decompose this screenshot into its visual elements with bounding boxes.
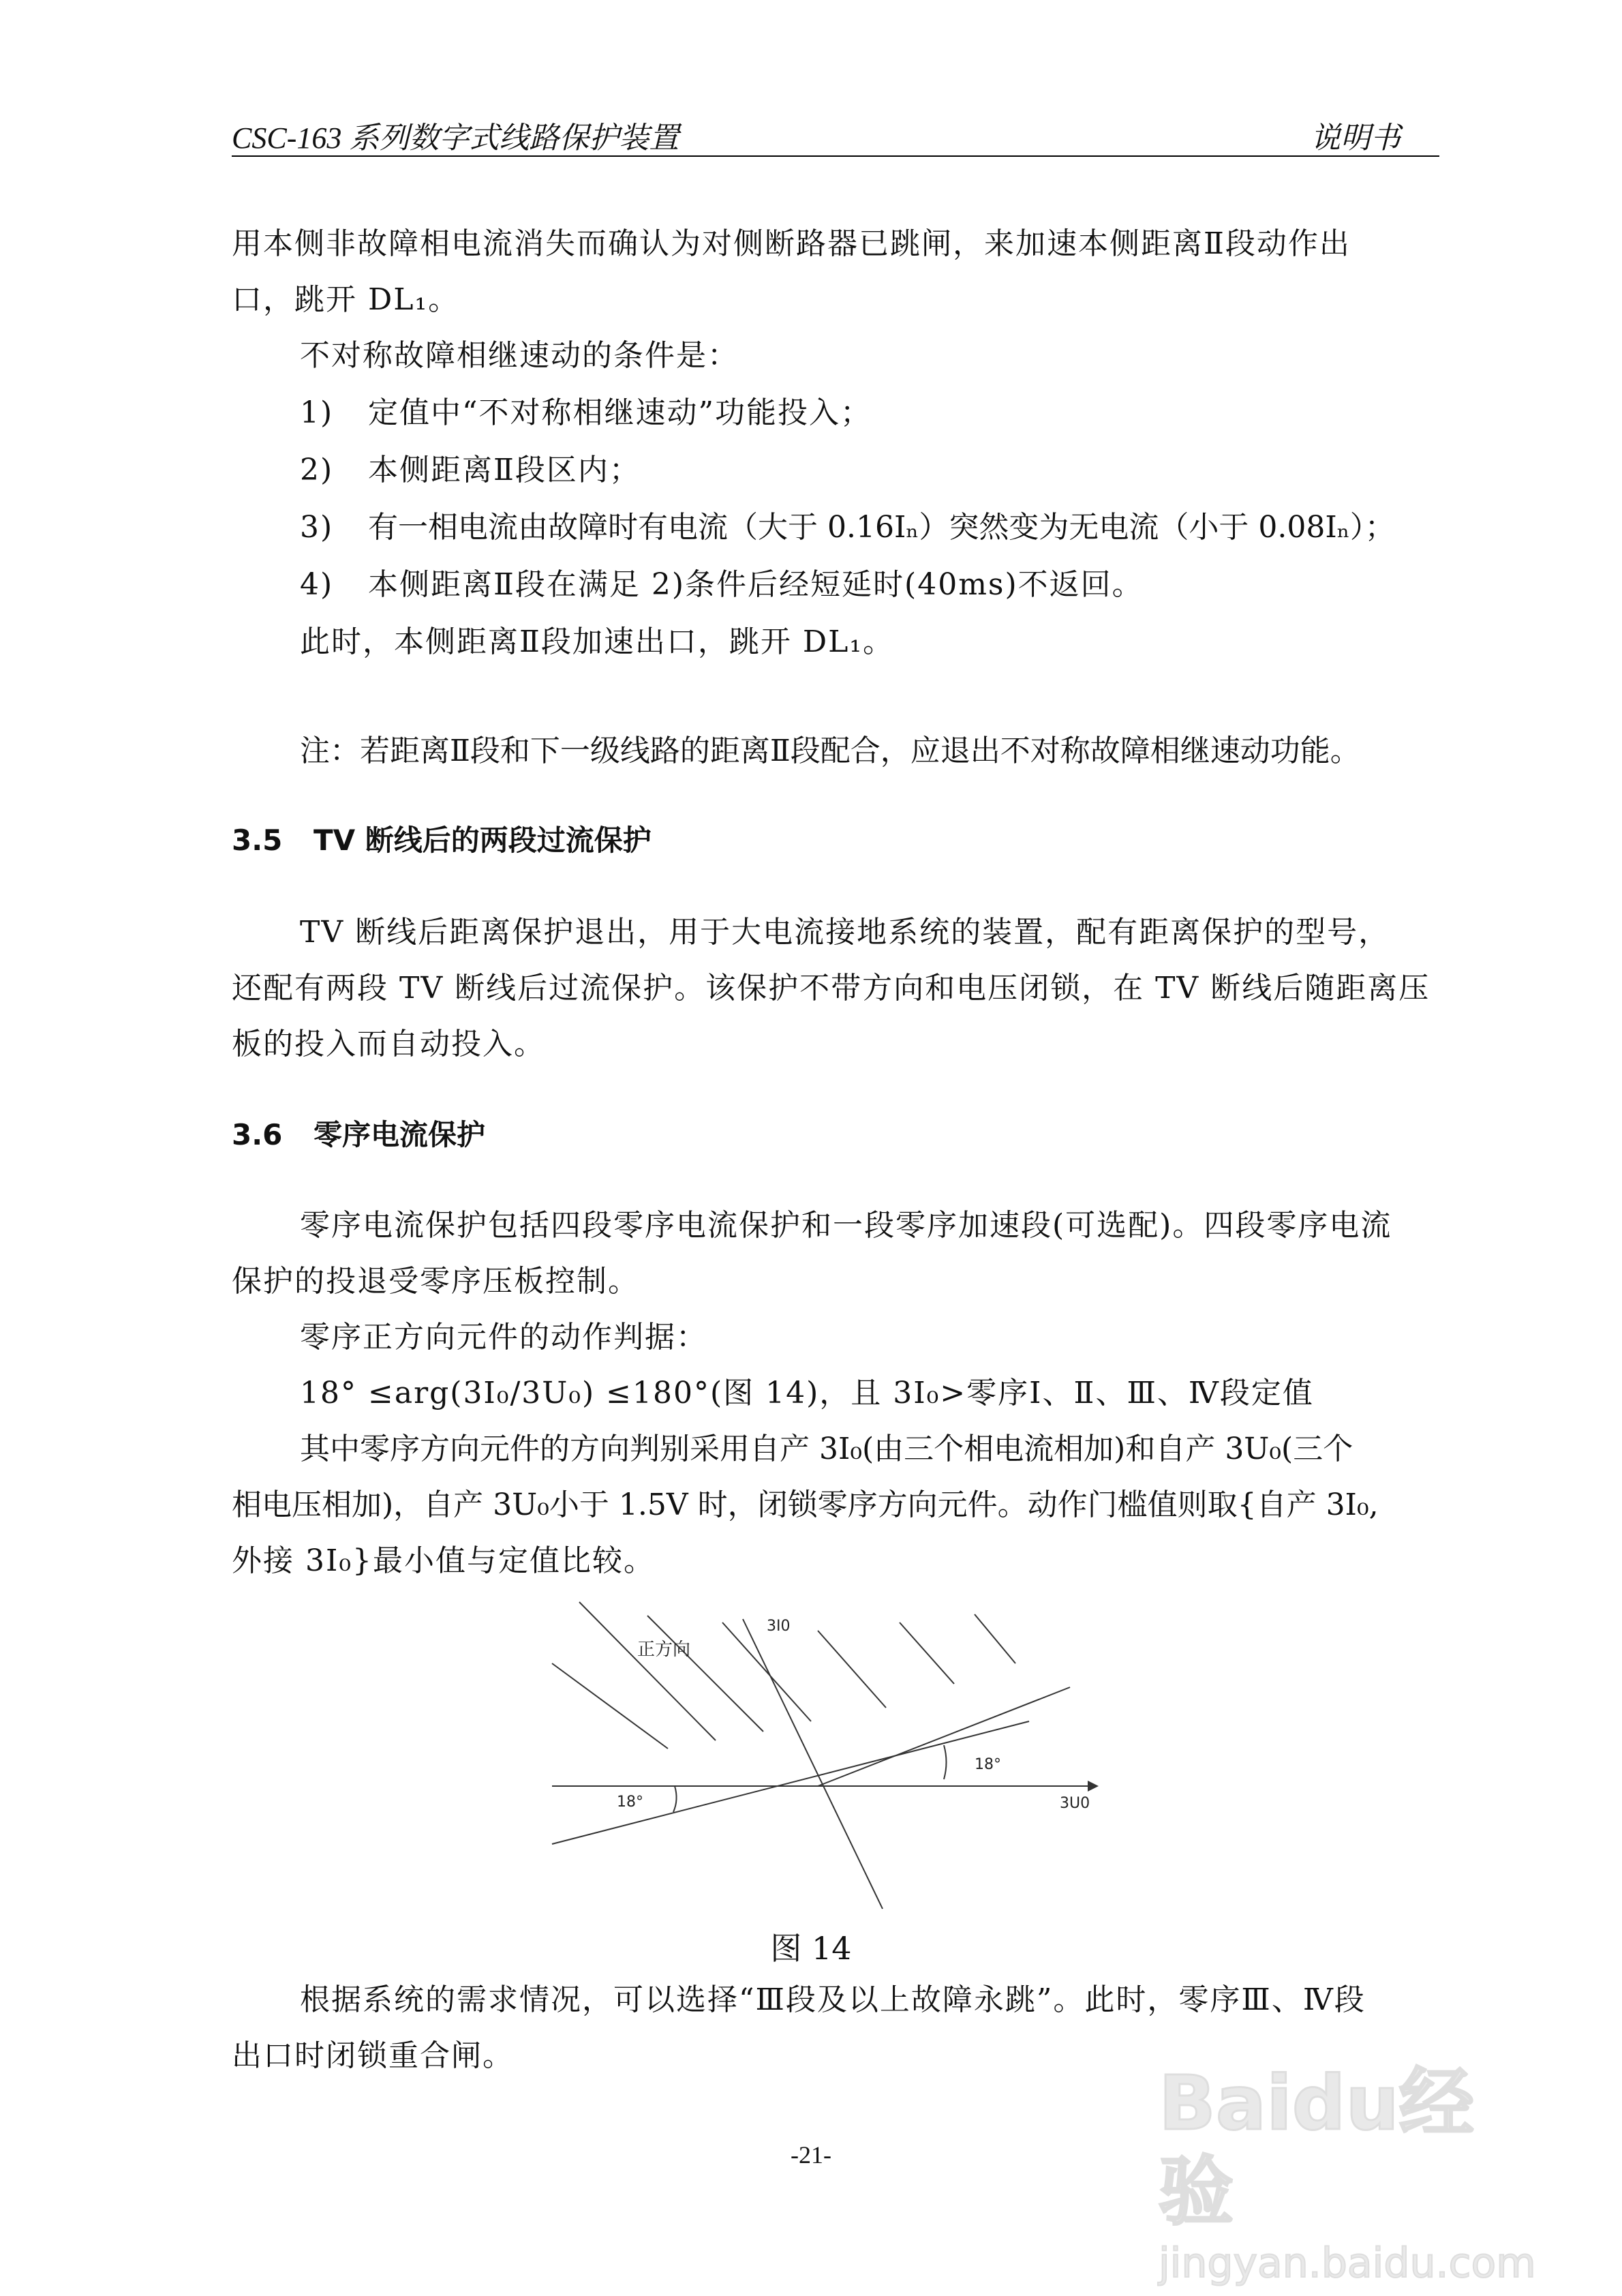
axis-3u0-arrowhead [1088,1781,1099,1792]
list-text: 本侧距离Ⅱ段区内； [368,453,641,487]
hatch-line [552,1663,668,1749]
paragraph-line: 其中零序方向元件的方向判别采用自产 3I₀(由三个相电流相加)和自产 3U₀(三个 [300,1432,1353,1466]
note: 注：若距离Ⅱ段和下一级线路的距离Ⅱ段配合，应退出不对称故障相继速动功能。 [300,734,1360,768]
list-number: 3) [300,510,334,545]
paragraph-line: 板的投入而自动投入。 [232,1027,545,1061]
section-title: TV 断线后的两段过流保护 [313,824,652,857]
formula-line: 18° ≤arg(3I₀/3U₀) ≤180°(图 14)，且 3I₀>零序Ⅰ、Ⅱ、Ⅲ、Ⅳ段定值 [300,1376,1314,1410]
watermark [1159,2059,1536,2287]
paragraph-line: 还配有两段 TV 断线后过流保护。该保护不带方向和电压闭锁，在 TV 断线后随距离压 [232,971,1430,1006]
hatch-line [818,1631,886,1708]
section-title: 零序电流保护 [313,1118,486,1151]
hatch-line [900,1622,954,1684]
hatch-line [722,1622,811,1721]
label-forward: 正方向 [637,1640,691,1660]
list-number: 4) [300,567,334,602]
hatch-line [647,1616,763,1732]
paragraph-line: 出口时闭锁重合闸。 [232,2038,514,2073]
header-title: CSC-163 系列数字式线路保护装置 [232,121,679,155]
paragraph-line: 相电压相加)，自产 3U₀小于 1.5V 时，闭锁零序方向元件。动作门槛值则取{自产 3I₀, [232,1487,1379,1522]
paragraph-line: 外接 3I₀}最小值与定值比较。 [232,1543,655,1578]
header-doc-type: 说明书 [1311,121,1401,155]
page-number: -21- [791,2141,831,2169]
angle-arc-right [944,1745,947,1779]
paragraph-line: 保护的投退受零序压板控制。 [232,1264,639,1299]
label-3u0: 3U0 [1060,1795,1090,1812]
label-angle-right: 18° [975,1756,1001,1773]
label-angle-left: 18° [617,1794,643,1811]
label-3i0: 3I0 [767,1618,791,1635]
paragraph-line: 零序正方向元件的动作判据： [300,1320,707,1355]
list-number: 2) [300,453,334,487]
paragraph-line: 用本侧非故障相电流消失而确认为对侧断路器已跳闸，来加速本侧距离Ⅱ段动作出 [232,226,1351,261]
paragraph-line: TV 断线后距离保护退出，用于大电流接地系统的装置，配有距离保护的型号， [300,915,1390,950]
hatch-line [975,1614,1015,1663]
boundary-18deg [552,1721,1029,1844]
list-number: 1) [300,395,334,430]
paragraph-line: 此时，本侧距离Ⅱ段加速出口，跳开 DL₁。 [300,624,895,659]
watermark-url: jingyan.baidu.com [1159,2239,1536,2287]
figure-caption: 图 14 [770,1930,852,1967]
angle-arc-left [673,1786,677,1812]
paragraph-line: 根据系统的需求情况，可以选择“Ⅲ段及以上故障永跳”。此时，零序Ⅲ、Ⅳ段 [300,1982,1366,2017]
list-text: 定值中“不对称相继速动”功能投入； [368,395,872,430]
section-number: 3.6 [232,1118,283,1151]
paragraph-line: 零序电流保护包括四段零序电流保护和一段零序加速段(可选配)。四段零序电流 [300,1208,1392,1243]
boundary-180deg [818,1687,1070,1786]
list-text: 本侧距离Ⅱ段在满足 2)条件后经短延时(40ms)不返回。 [368,567,1144,602]
paragraph-line: 不对称故障相继速动的条件是： [300,338,739,373]
watermark-brand: Baidu经验 [1159,2059,1474,2235]
hatch-line [579,1602,716,1740]
list-text: 有一相电流由故障时有电流（大于 0.16Iₙ）突然变为无电流（小于 0.08Iₙ）； [368,510,1395,545]
section-number: 3.5 [232,824,283,857]
paragraph-line: 口，跳开 DL₁。 [232,282,460,317]
